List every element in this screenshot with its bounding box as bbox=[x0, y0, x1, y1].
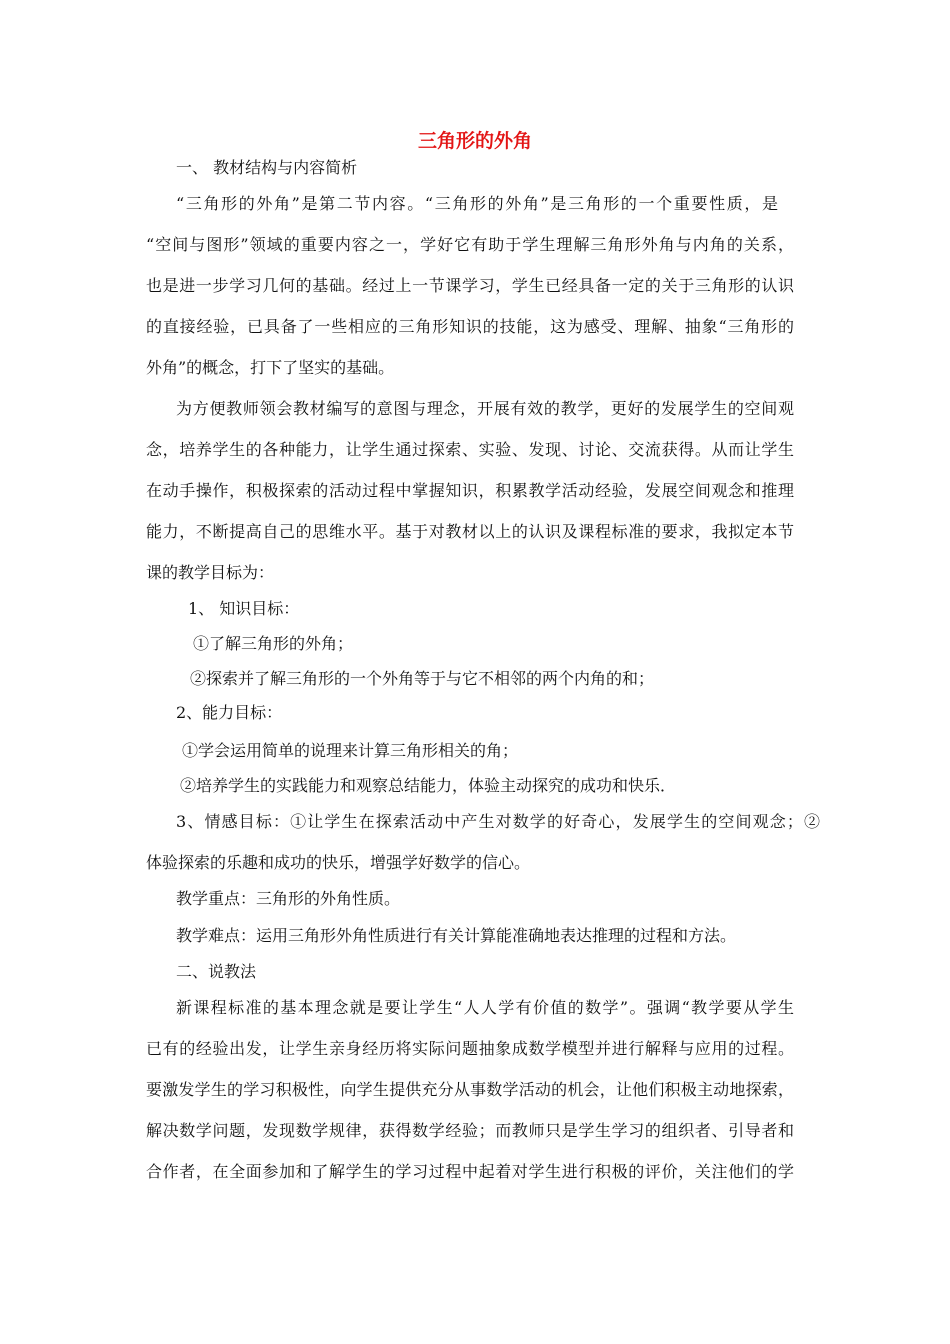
document-title: 三角形的外角 bbox=[417, 130, 532, 152]
goal-heading-ability: 2、能力目标： bbox=[176, 703, 283, 722]
paragraph-line: “三角形的外角”是第二节内容。“三角形的外角”是三角形的一个重要性质，是 bbox=[176, 194, 778, 213]
goal-item: ①学会运用简单的说理来计算三角形相关的角； bbox=[182, 741, 519, 760]
paragraph-line: 的直接经验，已具备了一些相应的三角形知识的技能，这为感受、理解、抽象“三角形的 bbox=[146, 317, 794, 336]
goal-heading-knowledge: 1、 知识目标： bbox=[188, 599, 300, 618]
paragraph-line: 外角”的概念，打下了坚实的基础。 bbox=[146, 358, 395, 377]
difficult-point: 教学难点：运用三角形外角性质进行有关计算能准确地表达推理的过程和方法。 bbox=[176, 926, 737, 945]
paragraph-line: 在动手操作，积极探索的活动过程中掌握知识，积累教学活动经验，发展空间观念和推理 bbox=[146, 481, 794, 500]
goal-item: ②培养学生的实践能力和观察总结能力，体验主动探究的成功和快乐． bbox=[180, 776, 677, 795]
section-heading-1: 一、 教材结构与内容简析 bbox=[176, 158, 358, 177]
goal-item: ①了解三角形的外角； bbox=[193, 634, 354, 653]
paragraph-line: “空间与图形”领域的重要内容之一，学好它有助于学生理解三角形外角与内角的关系， bbox=[146, 235, 794, 254]
paragraph-line: 已有的经验出发，让学生亲身经历将实际问题抽象成数学模型并进行解释与应用的过程。 bbox=[146, 1039, 794, 1058]
goal-heading-emotion: 3、情感目标：①让学生在探索活动中产生对数学的好奇心，发展学生的空间观念；② bbox=[176, 812, 820, 831]
key-point: 教学重点：三角形的外角性质。 bbox=[176, 889, 401, 908]
section-heading-2: 二、说教法 bbox=[176, 962, 257, 981]
paragraph-line: 新课程标准的基本理念就是要让学生“人人学有价值的数学”。强调“教学要从学生 bbox=[176, 998, 794, 1017]
paragraph-line: 体验探索的乐趣和成功的快乐，增强学好数学的信心。 bbox=[146, 853, 531, 872]
paragraph-line: 解决数学问题，发现数学规律，获得数学经验；而教师只是学生学习的组织者、引导者和 bbox=[146, 1121, 794, 1140]
paragraph-line: 为方便教师领会教材编写的意图与理念，开展有效的教学，更好的发展学生的空间观 bbox=[176, 399, 794, 418]
goal-item: ②探索并了解三角形的一个外角等于与它不相邻的两个内角的和； bbox=[190, 669, 655, 688]
paragraph-line: 合作者，在全面参加和了解学生的学习过程中起着对学生进行积极的评价，关注他们的学 bbox=[146, 1162, 794, 1181]
paragraph-line: 要激发学生的学习积极性，向学生提供充分从事数学活动的机会，让他们积极主动地探索， bbox=[146, 1080, 794, 1099]
paragraph-line: 也是进一步学习几何的基础。经过上一节课学习，学生已经具备一定的关于三角形的认识 bbox=[146, 276, 794, 295]
paragraph-line: 能力，不断提高自己的思维水平。基于对教材以上的认识及课程标准的要求，我拟定本节 bbox=[146, 522, 794, 541]
paragraph-line: 课的教学目标为： bbox=[146, 563, 275, 582]
paragraph-line: 念，培养学生的各种能力，让学生通过探索、实验、发现、讨论、交流获得。从而让学生 bbox=[146, 440, 794, 459]
